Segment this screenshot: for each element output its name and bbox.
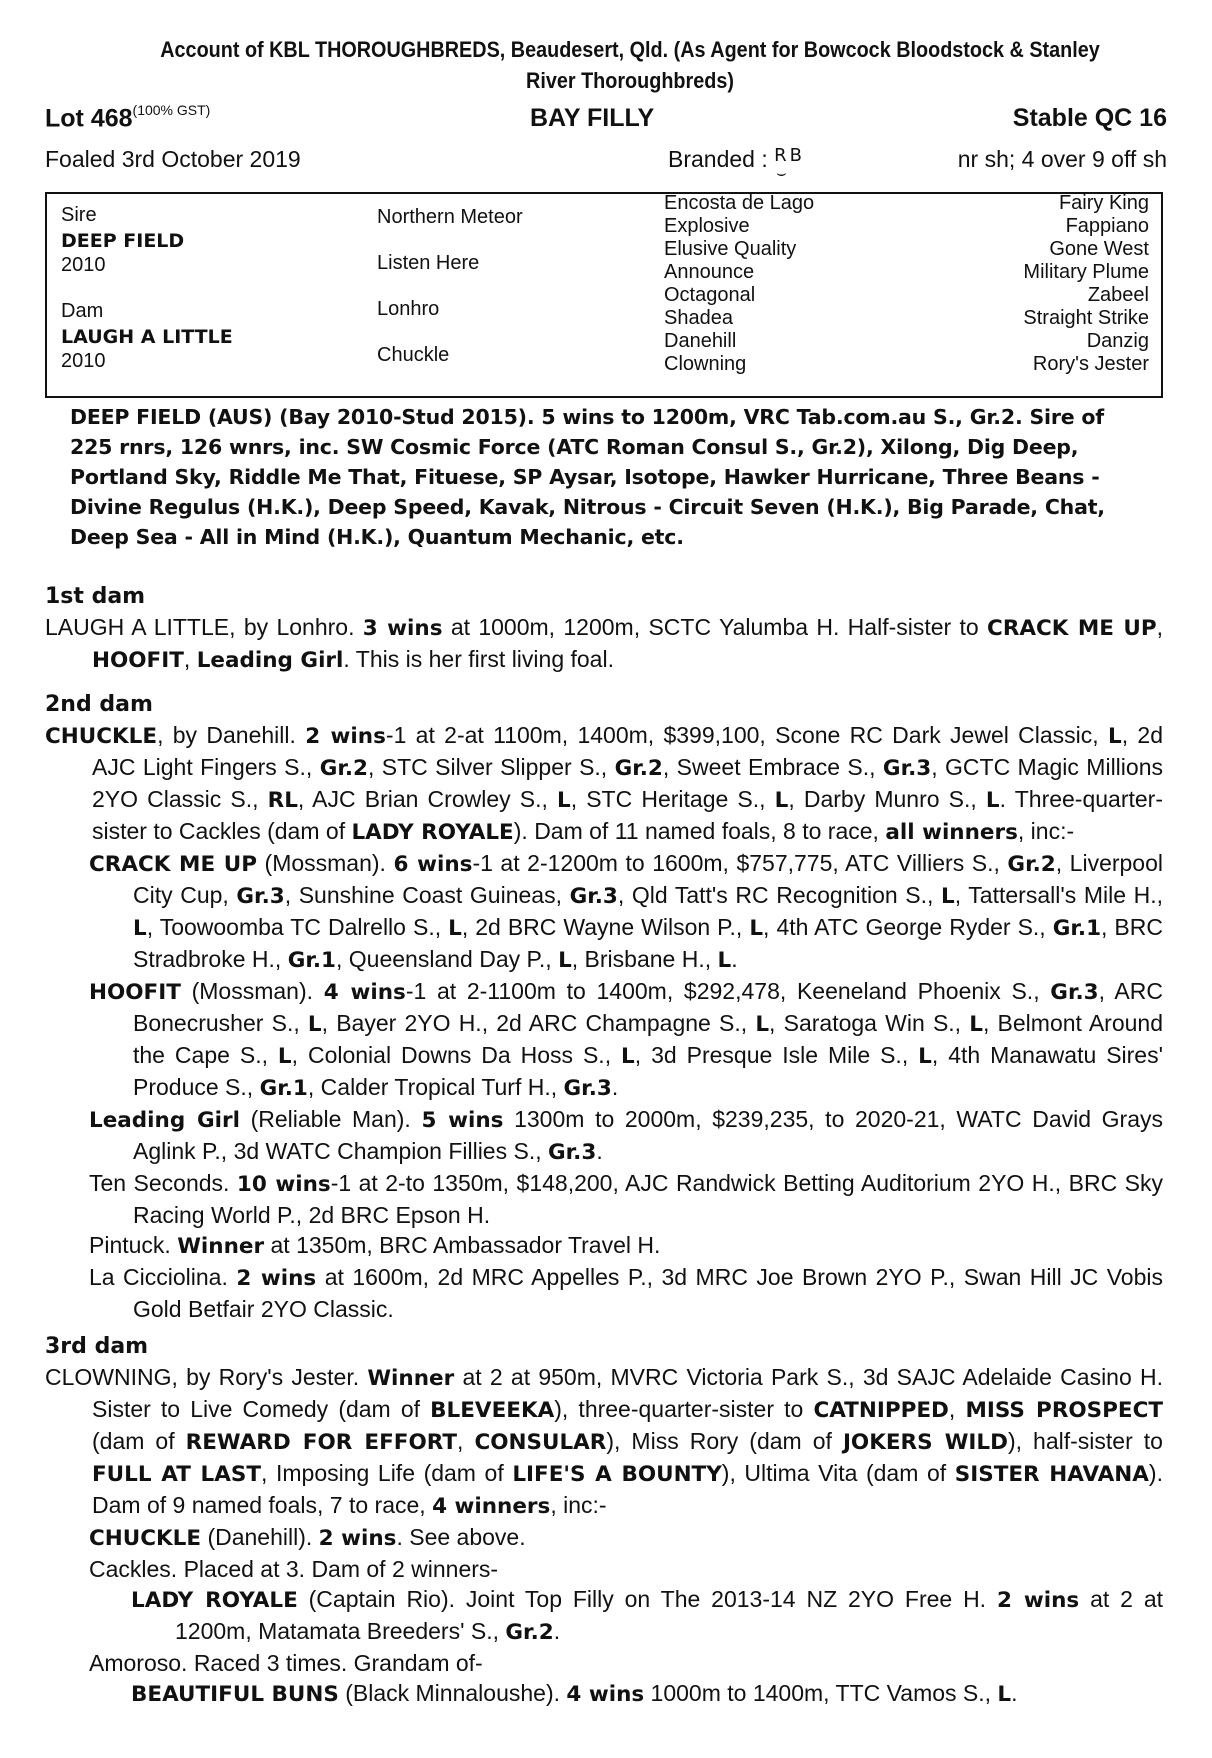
- bold-run: 4 winners: [432, 1494, 551, 1519]
- bold-run: CONSULAR: [474, 1430, 607, 1455]
- first-dam-heading: 1st dam: [45, 584, 146, 609]
- text-run: , Belmont Around the Cape S.,: [133, 1010, 1164, 1068]
- great-grandparent-6: Straight Strike: [1023, 307, 1149, 329]
- text-run: , 4th ATC George Ryder S.,: [763, 914, 1053, 940]
- bold-run: Gr.3: [563, 1076, 612, 1101]
- text-run: ), Miss Rory (dam of: [606, 1428, 843, 1454]
- bold-run: L: [918, 1044, 932, 1069]
- text-run: ,: [948, 1396, 966, 1422]
- vendor-heading: [153, 34, 1107, 96]
- bold-run: L: [621, 1044, 635, 1069]
- progeny-beautiful-buns: [45, 1678, 1163, 1710]
- brand-marks: nr sh; 4 over 9 off sh: [957, 146, 1167, 172]
- second-dam-text: [45, 720, 1163, 848]
- text-run: , GCTC Magic Millions 2YO Classic S.,: [92, 754, 1163, 812]
- text-run: , 2d BRC Wayne Wilson P.,: [461, 914, 750, 940]
- bold-run: Gr.2: [1007, 852, 1056, 877]
- text-run: , BRC Stradbroke H.,: [133, 914, 1163, 972]
- text-run: (Black Minnaloushe).: [338, 1680, 567, 1706]
- sire-label: Sire: [61, 204, 97, 226]
- progeny-ten-seconds: [45, 1168, 1163, 1230]
- bold-run: MISS PROSPECT: [965, 1398, 1164, 1423]
- great-grandparent-1: Fairy King: [1058, 192, 1149, 214]
- bold-run: 4 wins: [566, 1682, 645, 1707]
- bold-run: 2 wins: [996, 1588, 1080, 1613]
- grandparent-3: Elusive Quality: [664, 238, 797, 260]
- text-run: (Reliable Man).: [239, 1106, 422, 1132]
- great-grandparent-4: Military Plume: [1023, 261, 1149, 283]
- progeny-hoofit: [45, 976, 1163, 1104]
- bold-run: Gr.3: [1050, 980, 1099, 1005]
- text-run: La Cicciolina.: [89, 1264, 237, 1290]
- bold-run: LADY ROYALE: [131, 1588, 298, 1613]
- text-run: ,: [1156, 614, 1163, 640]
- text-run: -1 at 2-1100m to 1400m, $292,478, Keeneland Phoenix S.,: [405, 978, 1051, 1004]
- brand-mark-letters: RB: [774, 145, 805, 166]
- bold-run: 6 wins: [393, 852, 473, 877]
- bold-run: L: [985, 788, 1000, 813]
- text-run: , Liverpool City Cup,: [133, 850, 1164, 908]
- bold-run: Winner: [177, 1234, 265, 1259]
- bold-run: Winner: [367, 1366, 455, 1391]
- bold-run: L: [941, 884, 955, 909]
- sire-name: DEEP FIELD: [61, 230, 185, 252]
- grandparent-6: Shadea: [664, 307, 733, 329]
- progeny-lady-royale: [45, 1584, 1163, 1648]
- stable-number: Stable QC 16: [1012, 104, 1167, 132]
- grandparent-4: Announce: [664, 261, 755, 283]
- text-run: , Saratoga Win S.,: [769, 1010, 970, 1036]
- text-run: (dam of: [92, 1428, 186, 1454]
- text-run: , inc:-: [1017, 818, 1075, 844]
- bold-run: CATNIPPED: [813, 1398, 949, 1423]
- text-run: at 1000m, 1200m, SCTC Yalumba H. Half-sister to: [442, 614, 988, 640]
- vendor-line-1: Account of KBL THOROUGHBREDS, Beaudesert, Qld. (As Agent for Bowcock Bloodstock & Stanley: [160, 37, 1100, 62]
- great-grandparent-3: Gone West: [1049, 238, 1149, 260]
- grandparent-8: Clowning: [664, 353, 747, 375]
- bold-run: L: [969, 1012, 983, 1037]
- bold-run: L: [755, 1012, 770, 1037]
- bold-run: 3 wins: [362, 616, 443, 641]
- grandparent-1: Encosta de Lago: [664, 192, 815, 214]
- bold-run: L: [557, 788, 571, 813]
- bold-run: L: [448, 916, 462, 941]
- bold-run: LIFE'S A BOUNTY: [512, 1462, 722, 1487]
- text-run: . This is her first living foal.: [343, 646, 614, 672]
- dam-label: Dam: [61, 300, 104, 322]
- bold-run: CHUCKLE: [89, 1526, 202, 1551]
- bold-run: HOOFIT: [89, 980, 181, 1005]
- bold-run: Gr.2: [614, 756, 663, 781]
- grandparent-7: Danehill: [664, 330, 737, 352]
- horse-description: BAY FILLY: [530, 104, 655, 132]
- text-run: ). Dam of 11 named foals, 8 to race,: [513, 818, 886, 844]
- text-run: LAUGH A LITTLE, by Lonhro.: [45, 614, 363, 640]
- text-run: ). Dam of 9 named foals, 7 to race,: [92, 1460, 1163, 1518]
- text-run: ,: [183, 646, 197, 672]
- text-run: , 3d Presque Isle Mile S.,: [634, 1042, 919, 1068]
- text-run: . Three-quarter-sister to Cackles (dam of: [92, 786, 1163, 844]
- text-run: CLOWNING, by Rory's Jester.: [45, 1364, 368, 1390]
- text-run: at 1350m, BRC Ambassador Travel H.: [264, 1232, 661, 1258]
- text-run: , Imposing Life (dam of: [261, 1460, 513, 1486]
- lot-number: [45, 104, 210, 133]
- bold-run: Gr.3: [548, 1140, 597, 1165]
- text-run: .: [731, 946, 738, 972]
- bold-run: RL: [267, 788, 298, 813]
- great-grandparent-7: Danzig: [1086, 330, 1149, 352]
- bold-run: BLEVEEKA: [430, 1398, 555, 1423]
- bold-run: 10 wins: [236, 1172, 331, 1197]
- foaled-date: Foaled 3rd October 2019: [45, 146, 301, 172]
- third-dam-text: [45, 1362, 1163, 1522]
- bold-run: CHUCKLE: [45, 724, 158, 749]
- lot-row: [45, 104, 1167, 138]
- text-run: , ARC Bonecrusher S.,: [133, 978, 1163, 1036]
- bold-run: Gr.1: [259, 1076, 308, 1101]
- progeny-la-cicciolina: [45, 1262, 1163, 1324]
- bold-run: SISTER HAVANA: [954, 1462, 1149, 1487]
- bold-run: L: [307, 1012, 322, 1037]
- text-run: , STC Heritage S.,: [570, 786, 775, 812]
- bold-run: LADY ROYALE: [351, 820, 514, 845]
- bold-run: 5 wins: [421, 1108, 504, 1133]
- bold-run: Leading Girl: [89, 1108, 240, 1133]
- text-run: , inc:-: [550, 1492, 607, 1518]
- vendor-line-2: River Thoroughbreds): [526, 68, 734, 93]
- progeny-cackles: Cackles. Placed at 3. Dam of 2 winners-: [89, 1556, 499, 1582]
- text-run: Ten Seconds.: [89, 1170, 237, 1196]
- branded-info: [668, 145, 805, 182]
- progeny-chuckle: [45, 1522, 1163, 1554]
- text-run: -1 at 2-to 1350m, $148,200, AJC Randwick Betting Auditorium 2YO H., BRC Sky Racing World P., 2d BRC Epson H.: [133, 1170, 1163, 1228]
- text-run: (Captain Rio). Joint Top Filly on The 2013-14 NZ 2YO Free H.: [297, 1586, 997, 1612]
- text-run: , AJC Brian Crowley S.,: [297, 786, 557, 812]
- bold-run: all winners: [885, 820, 1018, 845]
- grandparent-5: Octagonal: [664, 284, 756, 306]
- text-run: ), Ultima Vita (dam of: [721, 1460, 955, 1486]
- bold-run: Leading Girl: [196, 648, 344, 673]
- lot-label: Lot 468: [45, 104, 133, 133]
- great-grandparent-2: Fappiano: [1065, 215, 1149, 237]
- gst-note: (100% GST): [132, 102, 211, 118]
- text-run: (Mossman).: [180, 978, 324, 1004]
- sire-dam: Listen Here: [377, 252, 480, 274]
- text-run: 1300m to 2000m, $239,235, to 2020-21, WATC David Grays Aglink P., 3d WATC Champion Fillies S.,: [133, 1106, 1163, 1164]
- second-dam-section: [45, 720, 1163, 1324]
- dam-year: 2010: [61, 350, 106, 372]
- text-run: -1 at 2-at 1100m, 1400m, $399,100, Scone RC Dark Jewel Classic,: [385, 722, 1108, 748]
- text-run: , STC Silver Slipper S.,: [368, 754, 615, 780]
- bold-run: L: [133, 916, 147, 941]
- bold-run: JOKERS WILD: [842, 1430, 1008, 1455]
- text-run: (Mossman).: [257, 850, 394, 876]
- branded-label: Branded :: [668, 146, 768, 172]
- progeny-crack-me-up: [45, 848, 1163, 976]
- bold-run: Gr.1: [1052, 916, 1102, 941]
- bold-run: Gr.3: [236, 884, 285, 909]
- text-run: -1 at 2-1200m to 1600m, $757,775, ATC Villiers S.,: [472, 850, 1008, 876]
- bold-run: 2 wins: [236, 1266, 317, 1291]
- bold-run: L: [558, 948, 572, 973]
- text-run: , by Danehill.: [157, 722, 306, 748]
- foaling-row: [45, 146, 1167, 180]
- text-run: , Qld Tatt's RC Recognition S.,: [617, 882, 942, 908]
- bold-run: CRACK ME UP: [89, 852, 257, 877]
- bold-run: FULL AT LAST: [92, 1462, 262, 1487]
- bold-run: Gr.1: [287, 948, 336, 973]
- text-run: .: [596, 1138, 603, 1164]
- progeny-amoroso: Amoroso. Raced 3 times. Grandam of-: [89, 1650, 483, 1676]
- text-run: , Calder Tropical Turf H.,: [307, 1074, 564, 1100]
- text-run: (Danehill).: [201, 1524, 319, 1550]
- bold-run: 2 wins: [318, 1526, 397, 1551]
- bold-run: L: [277, 1044, 292, 1069]
- bold-run: L: [717, 948, 732, 973]
- bold-run: 4 wins: [323, 980, 406, 1005]
- bold-run: CRACK ME UP: [987, 616, 1157, 641]
- text-run: . See above.: [396, 1524, 526, 1550]
- text-run: , Sunshine Coast Guineas,: [284, 882, 570, 908]
- third-dam-heading: 3rd dam: [45, 1334, 149, 1359]
- grandparent-2: Explosive: [664, 215, 750, 237]
- third-dam-section: [45, 1362, 1163, 1710]
- text-run: , Bayer 2YO H., 2d ARC Champagne S.,: [321, 1010, 756, 1036]
- text-run: at 1600m, 2d MRC Appelles P., 3d MRC Joe Brown 2YO P., Swan Hill JC Vobis Gold Betfair 2YO Classic.: [133, 1264, 1164, 1322]
- text-run: , 4th Manawatu Sires' Produce S.,: [133, 1042, 1163, 1100]
- bold-run: 2 wins: [305, 724, 386, 749]
- text-run: , Sweet Embrace S.,: [662, 754, 883, 780]
- pedigree-table: [45, 192, 1163, 398]
- text-run: .: [553, 1618, 561, 1644]
- text-run: .: [611, 1074, 619, 1100]
- text-run: ), three-quarter-sister to: [554, 1396, 814, 1422]
- bold-run: Gr.3: [882, 756, 932, 781]
- bold-run: HOOFIT: [92, 648, 184, 673]
- text-run: , Brisbane H.,: [571, 946, 718, 972]
- bold-run: L: [1108, 724, 1122, 749]
- sire-note: DEEP FIELD (AUS) (Bay 2010-Stud 2015). 5 wins to 1200m, VRC Tab.com.au S., Gr.2. Sire of 225 rnrs, 126 wnrs, inc. SW Cosmic Force (ATC Roman Consul S., Gr.2), Xilong, Dig Deep, Portland Sky, Riddle Me That, Fituese, SP Aysar, Isotope, Hawker Hurricane, Three Beans - Divine Regulus (H.K.), Deep Speed, Kavak, Nitrous - Circuit Seven (H.K.), Big Parade, Chat, Deep Sea - All in Mind (H.K.), Quantum Mechanic, etc.: [70, 405, 1105, 549]
- text-run: .: [1011, 1680, 1018, 1706]
- progeny-pintuck: [45, 1230, 1163, 1262]
- dam-dam: Chuckle: [377, 344, 450, 366]
- great-grandparent-8: Rory's Jester: [1032, 353, 1149, 375]
- brand-swoop-icon: ⌣: [776, 163, 790, 182]
- text-run: at 2 at 1200m, Matamata Breeders' S.,: [175, 1586, 1163, 1644]
- text-run: at 2 at 950m, MVRC Victoria Park S., 3d SAJC Adelaide Casino H. Sister to Live Comedy (dam of: [92, 1364, 1164, 1422]
- bold-run: L: [997, 1682, 1012, 1707]
- text-run: Pintuck.: [89, 1232, 178, 1258]
- bold-run: L: [774, 788, 789, 813]
- sire-sire: Northern Meteor: [377, 206, 523, 228]
- text-run: , Tattersall's Mile H.,: [954, 882, 1163, 908]
- second-dam-heading: 2nd dam: [45, 692, 153, 717]
- text-run: , Colonial Downs Da Hoss S.,: [291, 1042, 622, 1068]
- text-run: , Queensland Day P.,: [336, 946, 559, 972]
- bold-run: BEAUTIFUL BUNS: [131, 1682, 339, 1707]
- sire-year: 2010: [61, 254, 106, 276]
- dam-sire: Lonhro: [377, 298, 440, 320]
- brand-mark: [774, 145, 805, 182]
- bold-run: Gr.3: [569, 884, 618, 909]
- text-run: 1000m to 1400m, TTC Vamos S.,: [644, 1680, 998, 1706]
- bold-run: Gr.2: [319, 756, 369, 781]
- dam-name: LAUGH A LITTLE: [61, 326, 233, 348]
- text-run: ,: [457, 1428, 475, 1454]
- bold-run: Gr.2: [505, 1620, 554, 1645]
- progeny-leading-girl: [45, 1104, 1163, 1168]
- bold-run: REWARD FOR EFFORT: [185, 1430, 458, 1455]
- first-dam-text: [45, 612, 1163, 676]
- first-dam-section: [45, 612, 1163, 676]
- text-run: , Darby Munro S.,: [788, 786, 986, 812]
- bold-run: L: [749, 916, 764, 941]
- text-run: , Toowoomba TC Dalrello S.,: [146, 914, 449, 940]
- text-run: , 2d AJC Light Fingers S.,: [92, 722, 1163, 780]
- text-run: ), half-sister to: [1007, 1428, 1163, 1454]
- great-grandparent-5: Zabeel: [1087, 284, 1149, 306]
